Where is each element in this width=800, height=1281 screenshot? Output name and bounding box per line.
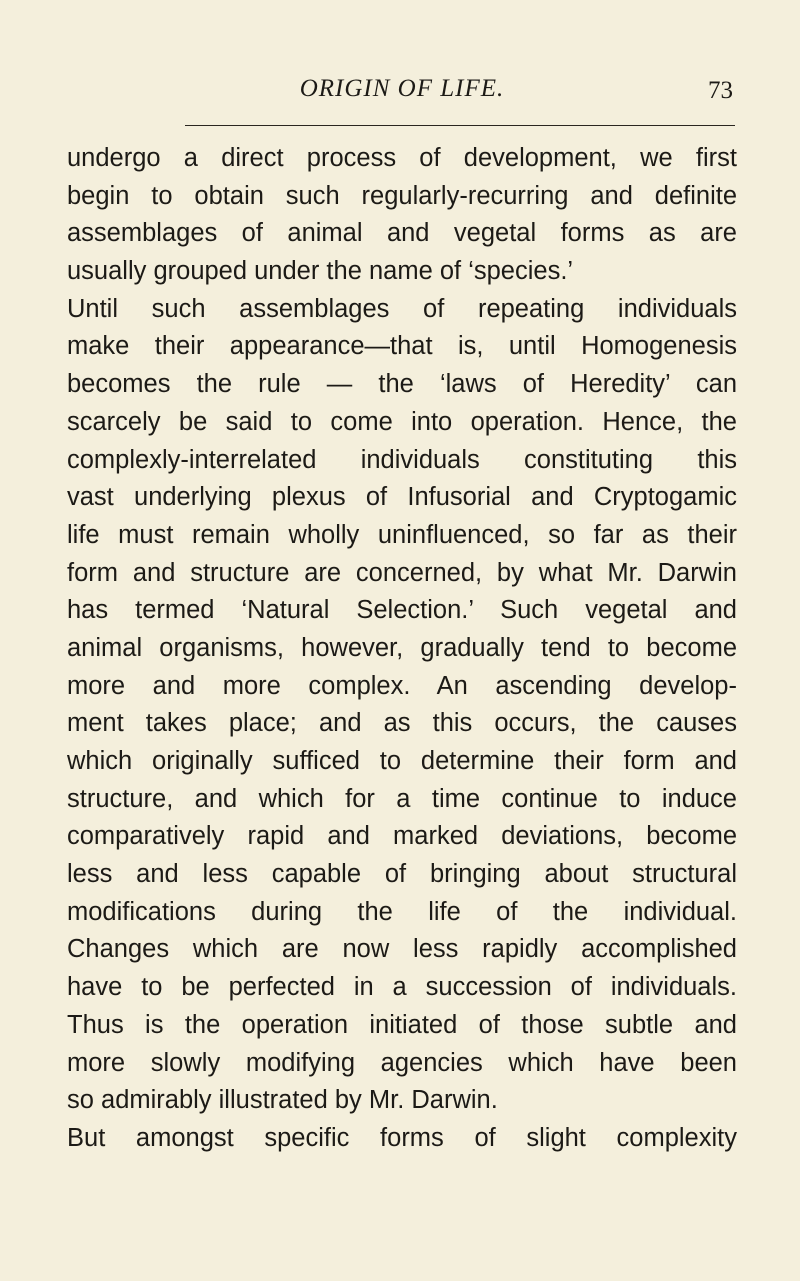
text-line: make their appearance—that is, until Homogenesis (67, 332, 737, 361)
text-line: has termed ‘Natural Selection.’ Such vegetal and (67, 596, 737, 625)
text-line: begin to obtain such regularly-recurring and definite (67, 181, 737, 210)
text-line: assemblages of animal and vegetal forms as are (67, 219, 737, 248)
text-line: usually grouped under the name of ‘species.’ (67, 257, 574, 286)
text-line: vast underlying plexus of Infusorial and Cryptogamic (67, 483, 737, 512)
text-line: complexly-interrelated individuals constituting this (67, 445, 737, 474)
body-text (67, 140, 737, 1158)
text-line: comparatively rapid and marked deviations, become (67, 822, 737, 851)
text-line: have to be perfected in a succession of individuals. (67, 973, 737, 1002)
text-line: modifications during the life of the individual. (67, 897, 737, 926)
header-rule (185, 125, 735, 126)
running-head (67, 74, 737, 110)
text-line: scarcely be said to come into operation. Hence, the (67, 407, 737, 436)
text-line: life must remain wholly uninfluenced, so far as their (67, 520, 737, 549)
text-line: ment takes place; and as this occurs, the causes (67, 709, 737, 738)
text-line: animal organisms, however, gradually tend to become (67, 633, 737, 662)
text-line: more and more complex. An ascending develop- (67, 671, 737, 700)
text-line: Thus is the operation initiated of those subtle and (67, 1010, 737, 1039)
text-line: so admirably illustrated by Mr. Darwin. (67, 1086, 498, 1115)
text-line: structure, and which for a time continue to induce (67, 784, 737, 813)
text-line: Changes which are now less rapidly accomplished (67, 935, 737, 964)
text-line: which originally sufficed to determine their form and (67, 747, 737, 775)
text-line: form and structure are concerned, by what Mr. Darwin (67, 558, 737, 587)
text-line: becomes the rule — the ‘laws of Heredity’ can (67, 370, 737, 399)
text-line: undergo a direct process of development, we first (67, 144, 737, 172)
running-title: ORIGIN OF LIFE. (299, 75, 505, 102)
text-line: more slowly modifying agencies which have been (67, 1048, 737, 1077)
text-line: Until such assemblages of repeating individuals (67, 294, 737, 323)
text-line: But amongst specific forms of slight complexity (67, 1123, 737, 1152)
text-line: less and less capable of bringing about structural (67, 860, 737, 889)
page-number: 73 (708, 77, 733, 104)
